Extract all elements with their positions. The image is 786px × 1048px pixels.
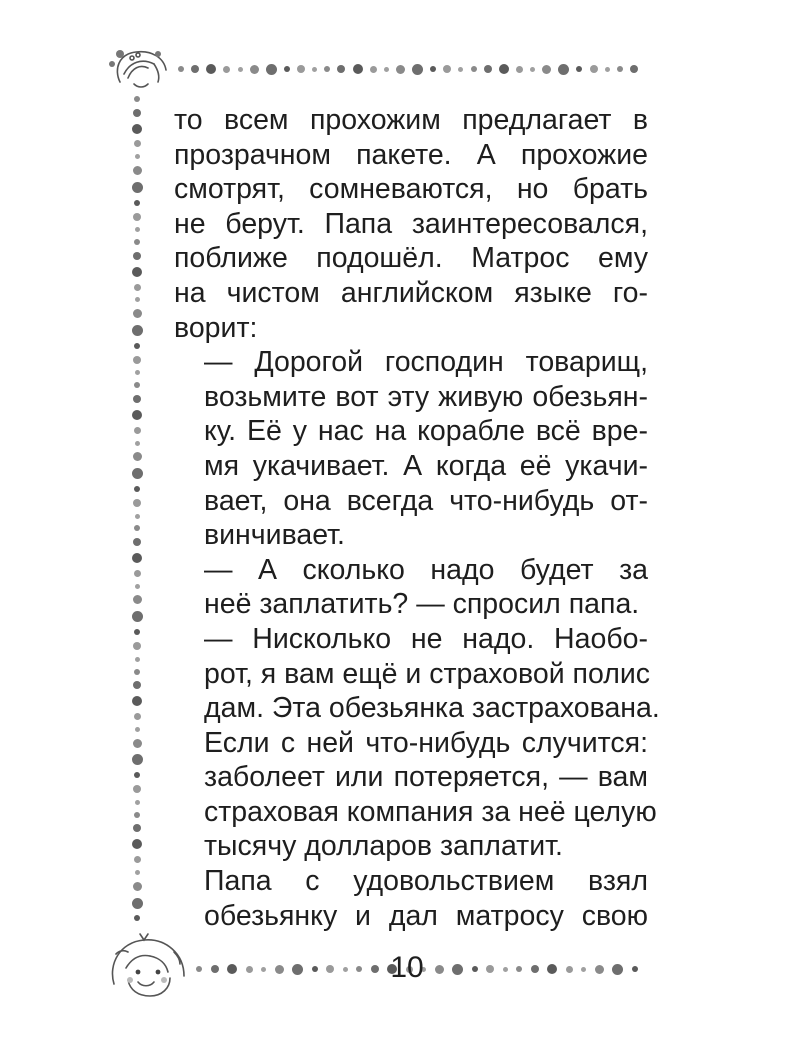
- text-line: страховая компания за неё целую: [204, 795, 657, 828]
- border-dot: [134, 284, 141, 291]
- border-dot: [134, 486, 140, 492]
- border-dot: [630, 65, 638, 73]
- border-dot: [135, 584, 140, 589]
- border-dot: [135, 297, 140, 302]
- text-line: то всем прохожим предлагает в: [174, 104, 648, 136]
- border-dot: [266, 64, 277, 75]
- border-dot: [133, 785, 141, 793]
- text-line: Папа с удовольствием взял: [204, 865, 648, 898]
- text-line: Если с ней что-нибудь случится:: [204, 726, 648, 759]
- border-dot: [133, 309, 142, 318]
- border-dot: [499, 64, 509, 74]
- text-line: — А сколько надо будет за: [204, 553, 648, 586]
- text-line: неё заплатить? — спросил папа.: [204, 588, 640, 621]
- paragraph: [174, 103, 648, 345]
- paragraph: [174, 622, 660, 864]
- border-dot: [134, 812, 140, 818]
- border-dot: [178, 66, 184, 72]
- border-dot: [133, 538, 141, 546]
- border-dot: [246, 966, 253, 973]
- border-dot: [133, 252, 141, 260]
- border-dot: [343, 967, 348, 972]
- border-dot: [605, 67, 610, 72]
- border-dot: [135, 370, 140, 375]
- border-dot: [134, 525, 140, 531]
- border-dot: [133, 452, 142, 461]
- text-line: ку. Её у нас на корабле всё вре-: [204, 415, 648, 448]
- border-dot: [206, 64, 216, 74]
- border-dot: [595, 965, 604, 974]
- border-dot: [133, 166, 142, 175]
- border-dot: [516, 966, 522, 972]
- border-dot: [324, 66, 330, 72]
- text-line: прозрачном пакете. А прохожие: [174, 138, 648, 171]
- border-dot: [471, 66, 477, 72]
- border-dot: [632, 966, 638, 972]
- border-dot: [581, 967, 586, 972]
- page-number: 10: [390, 951, 424, 984]
- border-dot: [211, 965, 219, 973]
- border-dot: [133, 824, 141, 832]
- border-dot: [134, 629, 140, 635]
- border-dot: [472, 966, 478, 972]
- border-dot: [133, 595, 142, 604]
- border-dot: [356, 966, 362, 972]
- text-line: заболеет или потеряется, — вам: [204, 761, 648, 794]
- paragraph: [174, 864, 648, 933]
- border-dot: [516, 66, 523, 73]
- text-line: мя укачивает. А когда её укачи-: [204, 449, 648, 482]
- border-dot: [135, 441, 140, 446]
- border-dot: [134, 570, 141, 577]
- border-dot: [134, 915, 140, 921]
- border-dot: [132, 696, 142, 706]
- border-dot: [132, 611, 143, 622]
- border-dot: [430, 66, 436, 72]
- border-dot: [250, 65, 259, 74]
- border-dot: [132, 468, 143, 479]
- border-dot: [133, 882, 142, 891]
- border-dot: [134, 382, 140, 388]
- border-dot: [227, 964, 237, 974]
- border-dot: [135, 727, 140, 732]
- border-dot: [134, 856, 141, 863]
- paragraph: [174, 345, 648, 553]
- border-dot: [223, 66, 230, 73]
- border-dot: [312, 966, 318, 972]
- border-dot: [486, 965, 494, 973]
- text-line: вает, она всегда что-нибудь от-: [204, 484, 648, 517]
- border-dot: [133, 642, 141, 650]
- text-line: ворит:: [174, 311, 258, 344]
- border-dot: [133, 213, 141, 221]
- border-dot: [135, 800, 140, 805]
- border-dot: [133, 681, 141, 689]
- girl-face-icon: [108, 44, 174, 98]
- border-dot: [133, 109, 141, 117]
- border-dot: [261, 967, 266, 972]
- border-dot: [503, 967, 508, 972]
- text-line: винчивает.: [204, 519, 345, 552]
- border-dot: [458, 67, 463, 72]
- left-dotted-border: [130, 96, 144, 922]
- border-dot: [132, 553, 142, 563]
- border-dot: [132, 325, 143, 336]
- border-dot: [435, 965, 444, 974]
- border-dot: [292, 964, 303, 975]
- border-dot: [134, 96, 140, 102]
- border-dot: [566, 966, 573, 973]
- border-dot: [132, 124, 142, 134]
- text-line: обезьянку и дал матросу свою: [204, 899, 648, 932]
- border-dot: [312, 67, 317, 72]
- border-dot: [531, 965, 539, 973]
- border-dot: [135, 227, 140, 232]
- border-dot: [134, 239, 140, 245]
- girl-face-icon: [104, 924, 192, 1002]
- border-dot: [452, 964, 463, 975]
- border-dot: [134, 140, 141, 147]
- text-line: тысячу долларов заплатит.: [204, 830, 563, 863]
- border-dot: [412, 64, 423, 75]
- text-line: — Дорогой господин товарищ,: [204, 346, 648, 379]
- border-dot: [590, 65, 598, 73]
- border-dot: [135, 657, 140, 662]
- text-line: поближе подошёл. Матрос ему: [174, 242, 648, 275]
- text-line: на чистом английском языке го-: [174, 276, 648, 309]
- border-dot: [133, 739, 142, 748]
- border-dot: [191, 65, 199, 73]
- border-dot: [612, 964, 623, 975]
- border-dot: [135, 514, 140, 519]
- border-dot: [132, 754, 143, 765]
- body-text: [174, 103, 660, 933]
- border-dot: [484, 65, 492, 73]
- border-dot: [134, 713, 141, 720]
- border-dot: [326, 965, 334, 973]
- text-line: не берут. Папа заинтересовался,: [174, 207, 648, 240]
- border-dot: [617, 66, 623, 72]
- paragraph: [174, 553, 648, 622]
- border-dot: [133, 499, 141, 507]
- border-dot: [547, 964, 557, 974]
- border-dot: [135, 870, 140, 875]
- border-dot: [275, 965, 284, 974]
- border-dot: [133, 356, 141, 364]
- top-dotted-border: [178, 62, 638, 76]
- border-dot: [337, 65, 345, 73]
- border-dot: [134, 200, 140, 206]
- border-dot: [542, 65, 551, 74]
- border-dot: [132, 182, 143, 193]
- border-dot: [396, 65, 405, 74]
- text-line: смотрят, сомневаются, но брать: [174, 173, 648, 206]
- text-line: возьмите вот эту живую обезьян-: [204, 380, 648, 413]
- border-dot: [558, 64, 569, 75]
- border-dot: [576, 66, 582, 72]
- border-dot: [134, 343, 140, 349]
- border-dot: [132, 410, 142, 420]
- border-dot: [284, 66, 290, 72]
- text-line: дам. Эта обезьянка застрахована.: [204, 692, 660, 725]
- text-line: рот, я вам ещё и страховой полис: [204, 657, 650, 690]
- border-dot: [133, 395, 141, 403]
- border-dot: [238, 67, 243, 72]
- border-dot: [353, 64, 363, 74]
- border-dot: [132, 267, 142, 277]
- border-dot: [297, 65, 305, 73]
- border-dot: [371, 965, 379, 973]
- border-dot: [135, 154, 140, 159]
- border-dot: [132, 898, 143, 909]
- border-dot: [132, 839, 142, 849]
- border-dot: [134, 772, 140, 778]
- border-dot: [443, 65, 451, 73]
- border-dot: [134, 427, 141, 434]
- border-dot: [196, 966, 202, 972]
- border-dot: [370, 66, 377, 73]
- border-dot: [384, 67, 389, 72]
- text-line: — Нисколько не надо. Наобо-: [204, 622, 648, 655]
- border-dot: [134, 669, 140, 675]
- border-dot: [530, 67, 535, 72]
